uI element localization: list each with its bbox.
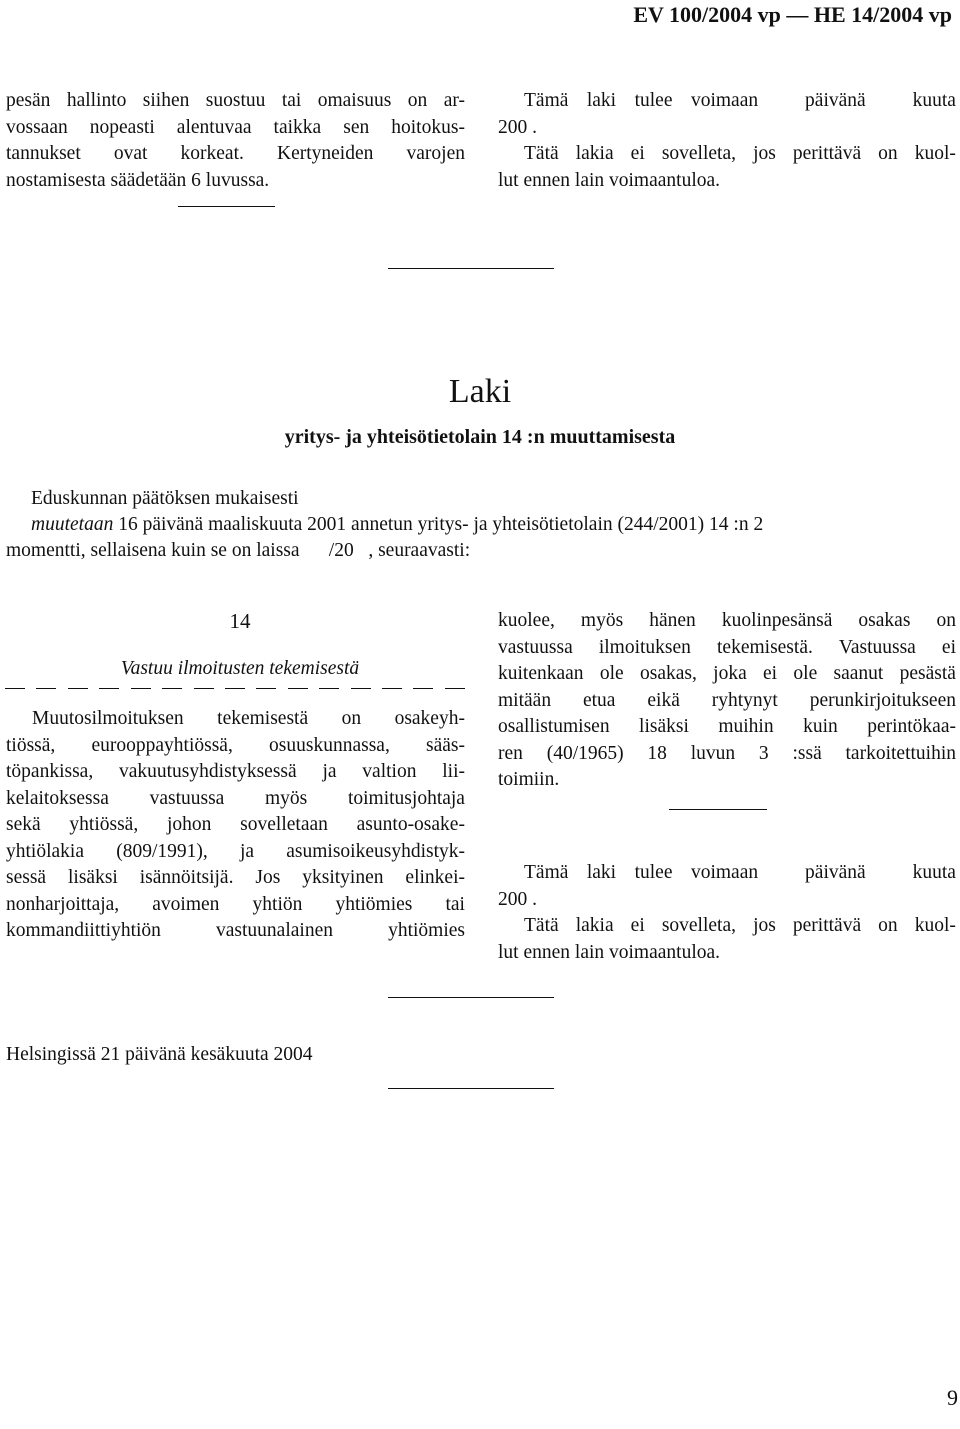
justified-line: pesän hallinto siihen suostuu tai omaisuus on ar- xyxy=(6,90,465,111)
justified-line: tiössä, eurooppayhtiössä, osuuskunnassa, sääs- xyxy=(6,734,465,756)
section-end-rule xyxy=(178,206,275,207)
justified-line: Muutosilmoituksen tekemisestä on osakeyh- xyxy=(32,708,465,729)
justified-line: yhtiölakia (809/1991), ja asumisoikeusyhdistyk- xyxy=(6,840,465,862)
year-line: 200 . xyxy=(498,888,537,910)
justified-line: mitään etua eikä ryhtynyt perunkirjoitukseen xyxy=(498,689,956,711)
justified-line: Tätä lakia ei sovelleta, jos perittävä on kuol- xyxy=(524,915,956,936)
paragraph-last-line: lut ennen lain voimaantuloa. xyxy=(498,169,721,191)
entry-into-force-top xyxy=(498,88,956,194)
justified-line: tannukset ovat korkeat. Kertyneiden varojen xyxy=(6,143,465,164)
justified-line: Tätä lakia ei sovelleta, jos perittävä on kuol- xyxy=(524,143,956,164)
section-end-rule xyxy=(669,809,767,810)
justified-line: osallistumisen lisäksi muihin kuin perintökaa- xyxy=(498,716,956,737)
justified-line: töpankissa, vakuutusyhdistyksessä ja valtion lii- xyxy=(6,761,465,782)
justified-line: vossaan nopeasti alentuvaa taikka sen hoitokus- xyxy=(6,116,465,138)
paragraph-last-line: lut ennen lain voimaantuloa. xyxy=(498,941,721,963)
justified-line: kuitenkaan ole osakas, joka ei ole saanut pesästä xyxy=(498,663,956,684)
law-separator-rule xyxy=(388,268,554,269)
justified-line: nonharjoittaja, avoimen yhtiön yhtiömies tai xyxy=(6,893,465,915)
law-end-rule xyxy=(388,997,554,998)
section-body-right xyxy=(498,608,956,794)
year-line: 200 . xyxy=(498,116,537,138)
justified-line: sekä yhtiössä, johon sovelletaan asunto-osake- xyxy=(6,814,465,835)
section-number: 14 xyxy=(229,609,251,633)
justified-line: sessä lisäksi isännöitsijä. Jos yksityinen elinkei- xyxy=(6,867,465,888)
justified-line: Tämä laki tulee voimaan päivänä kuuta xyxy=(524,862,956,883)
omitted-text-dashes xyxy=(5,674,465,689)
justified-line: ren (40/1965) 18 luvun 3 :ssä tarkoitettuihin xyxy=(498,742,956,764)
amendment-clause-line1: muutetaan 16 päivänä maaliskuuta 2001 annetun yritys- ja yhteisötietolain (244/2001) 14 :n 2 xyxy=(31,514,764,535)
amendment-clause-line2: momentti, sellaisena kuin se on laissa /20 , seuraavasti: xyxy=(6,540,471,561)
law-subtitle: yritys- ja yhteisötietolain 14 :n muuttamisesta xyxy=(284,426,676,448)
page-number: 9 xyxy=(947,1385,958,1410)
law-title: Laki xyxy=(448,373,512,410)
justified-line: kuolee, myös hänen kuolinpesänsä osakas on xyxy=(498,610,956,631)
section-title: Vastuu ilmoitusten tekemisestä xyxy=(120,658,360,679)
justified-line: kelaitoksessa vastuussa myös toimitusjohtaja xyxy=(6,787,465,809)
justified-line: kommandiittiyhtiön vastuunalainen yhtiömies xyxy=(6,920,465,941)
justified-line: Tämä laki tulee voimaan päivänä kuuta xyxy=(524,90,956,111)
paragraph-last-line: toimiin. xyxy=(498,769,560,790)
previous-section-tail xyxy=(6,88,465,194)
paragraph-last-line: nostamisesta säädetään 6 luvussa. xyxy=(6,169,270,191)
signature-place-date: Helsingissä 21 päivänä kesäkuuta 2004 xyxy=(6,1044,313,1065)
closing-rule xyxy=(388,1088,554,1089)
document-header: EV 100/2004 vp — HE 14/2004 vp xyxy=(633,2,952,27)
entry-into-force-bottom xyxy=(498,860,956,966)
justified-line: vastuussa ilmoituksen tekemisestä. Vastuussa ei xyxy=(498,636,956,658)
preamble: Eduskunnan päätöksen mukaisesti xyxy=(31,488,299,509)
section-body-left xyxy=(6,706,465,945)
